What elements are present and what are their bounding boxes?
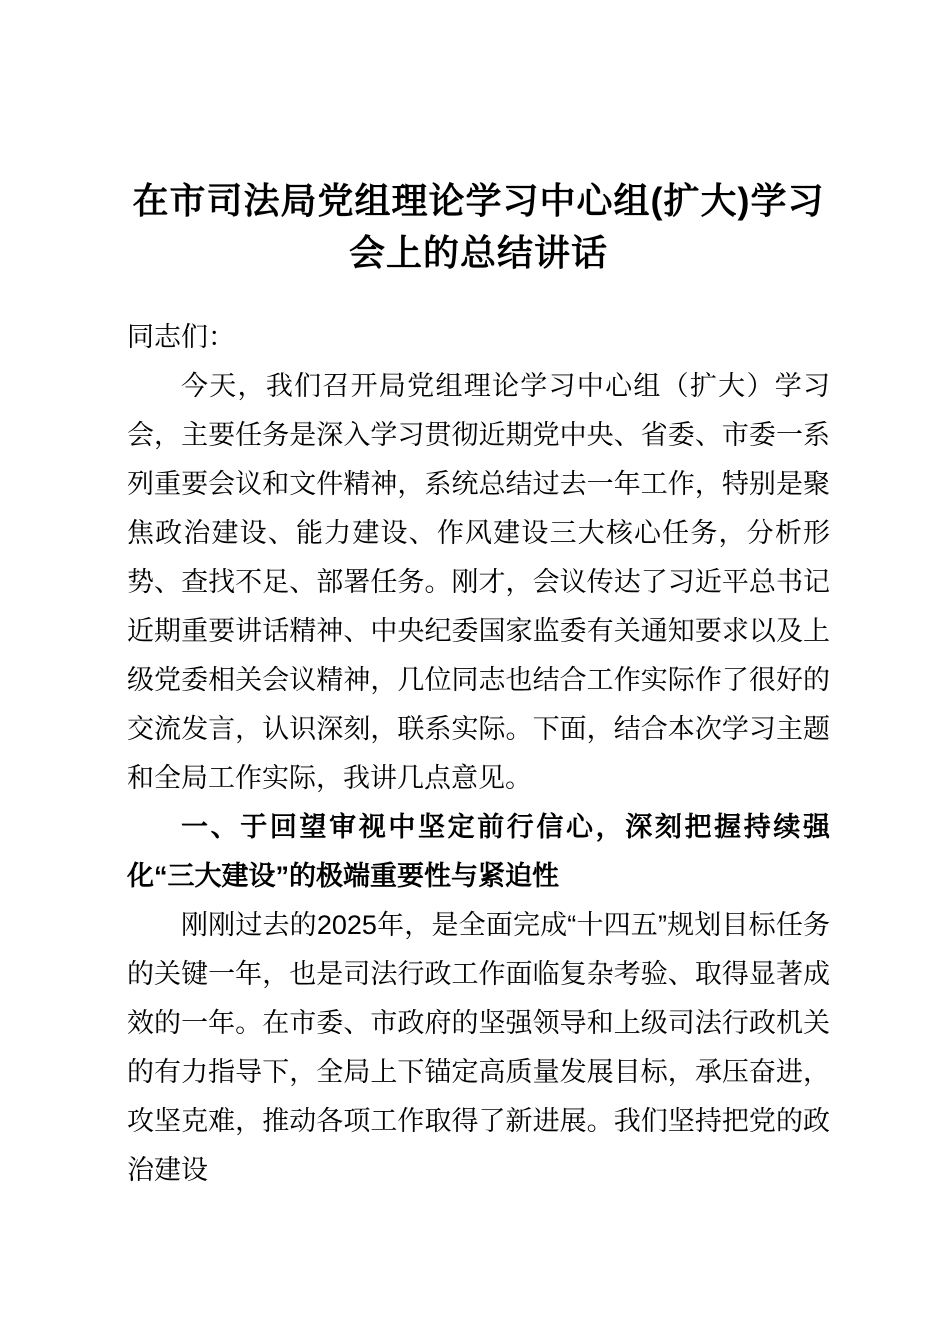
section-heading-1: 一、于回望审视中坚定前行信心，深刻把握持续强化“三大建设”的极端重要性与紧迫性 <box>127 812 830 891</box>
paragraph-intro: 今天，我们召开局党组理论学习中心组（扩大）学习会，主要任务是深入学习贯彻近期党中央、省委、市委一系列重要会议和文件精神，系统总结过去一年工作，特别是聚焦政治建设、能力建设、作风建设三大核心任务，分析形势、查找不足、部署任务。刚才，会议传达了习近平总书记近期重要讲话精神、中央纪委国家监委有关通知要求以及上级党委相关会议精神，几位同志也结合工作实际作了很好的交流发言，认识深刻，联系实际。下面，结合本次学习主题和全局工作实际，我讲几点意见。 <box>127 371 830 793</box>
paragraph-salutation: 同志们： <box>127 322 235 352</box>
paragraph-section-1-body: 刚刚过去的2025年，是全面完成“十四五”规划目标任务的关键一年，也是司法行政工作面临复杂考验、取得显著成效的一年。在市委、市政府的坚强领导和上级司法行政机关的有力指导下，全局上下锚定高质量发展目标，承压奋进，攻坚克难，推动各项工作取得了新进展。我们坚持把党的政治建设 <box>127 910 830 1185</box>
document-title: 在市司法局党组理论学习中心组(扩大)学习会上的总结讲话 <box>132 180 825 273</box>
